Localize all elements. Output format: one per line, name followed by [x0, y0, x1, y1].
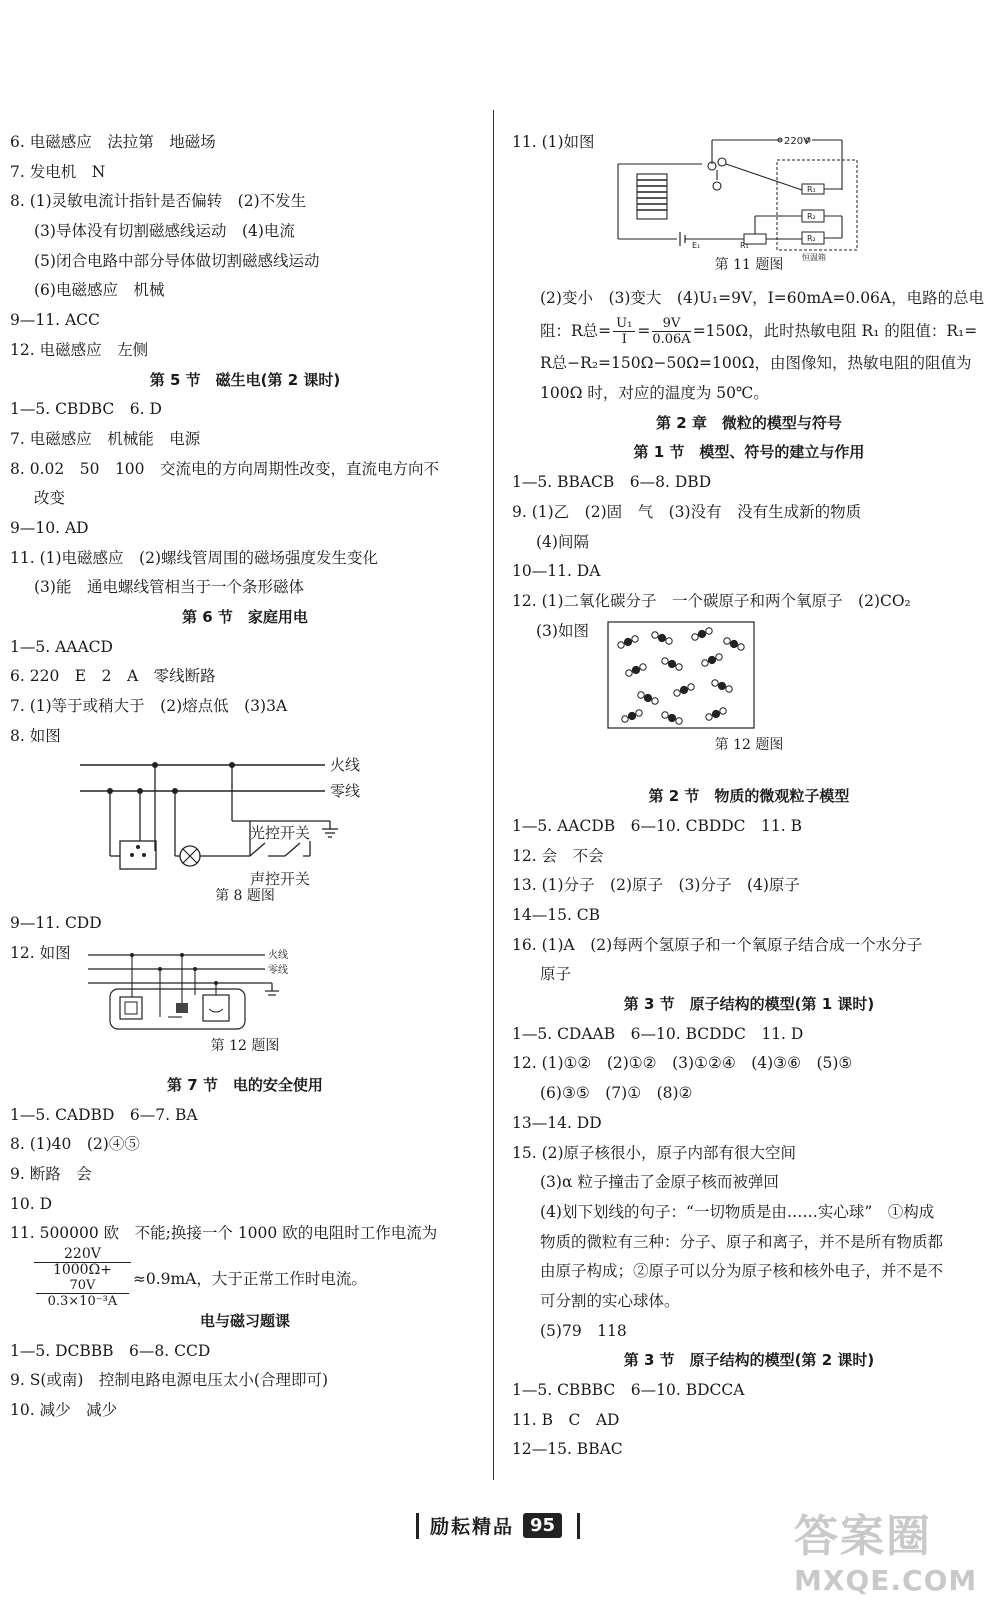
- answer-line: 11. (1)如图: [512, 133, 595, 151]
- svg-text:R₁: R₁: [740, 240, 749, 250]
- answer-line: (3)能 通电螺线管相当于一个条形磁体: [34, 578, 304, 597]
- answer-line: 12. 会 不会: [512, 846, 604, 865]
- oxygen-atom: [674, 690, 680, 696]
- oxygen-atom: [716, 654, 722, 660]
- oxygen-atom: [652, 632, 658, 638]
- svg-text:E₁: E₁: [692, 240, 701, 250]
- carbon-atom: [712, 711, 719, 718]
- brand-logo: 励耘精品: [429, 1516, 514, 1538]
- answer-line: 9—11. CDD: [10, 914, 102, 933]
- figure-11-circuit: [512, 134, 986, 262]
- answer-line: 7. (1)等于或稍大于 (2)熔点低 (3)3A: [10, 697, 288, 716]
- answer-line: 10—11. DA: [512, 562, 601, 581]
- oxygen-atom: [632, 636, 638, 642]
- answer-line: 由原子构成；②原子可以分为原子核和核外电子，并不是不: [540, 1262, 944, 1281]
- svg-text:R₂: R₂: [807, 211, 816, 221]
- carbon-atom: [628, 713, 635, 720]
- answer-line: 9. 断路 会: [10, 1164, 92, 1183]
- carbon-atom: [718, 683, 725, 690]
- answer-line: 8. 0.02 50 100 交流电的方向周期性改变，直流电方向不: [10, 459, 440, 478]
- oxygen-atom: [726, 686, 732, 692]
- carbon-atom: [668, 715, 675, 722]
- figure-11-svg: [512, 134, 986, 262]
- figure-12-svg: [10, 947, 480, 1033]
- section-heading: 电与磁习题课: [199, 1311, 290, 1330]
- watermark: 答案圈 MXQE.COM: [794, 1511, 978, 1597]
- figure-12-molecule-caption: 第 12 题图: [714, 737, 784, 754]
- carbon-atom: [708, 657, 715, 664]
- answer-line: 13. (1)分子 (2)原子 (3)分子 (4)原子: [512, 876, 800, 895]
- section-heading: 第 6 节 家庭用电: [182, 608, 308, 626]
- answer-line: 100Ω 时，对应的温度为 50℃。: [540, 384, 769, 403]
- answer-line: R总−R₂=150Ω−50Ω=100Ω，由图像知，热敏电阻的阻值为: [540, 354, 972, 373]
- carbon-atom: [624, 639, 631, 646]
- answer-line: (6)③⑤ (7)① (8)②: [540, 1084, 693, 1103]
- oxygen-atom: [638, 692, 644, 698]
- fraction-u-over-i: $\frac{\text{U₁}}{I}$: [613, 316, 635, 347]
- figure-8-circuit: [10, 751, 480, 891]
- oxygen-atom: [666, 638, 672, 644]
- oxygen-atom: [636, 710, 642, 716]
- answer-line: (5)79 118: [540, 1321, 627, 1340]
- answer-line: 9. (1)乙 (2)固 气 (3)没有 没有生成新的物质: [512, 502, 862, 521]
- answer-line: 14—15. CB: [512, 906, 601, 924]
- carbon-atom: [698, 631, 705, 638]
- answer-line: 7. 电磁感应 机械能 电源: [10, 429, 201, 448]
- answer-line: 1—5. CBBBC 6—10. BDCCA: [512, 1381, 745, 1399]
- carbon-atom: [668, 661, 675, 668]
- fig12-live-label: 火线: [268, 949, 288, 961]
- section-heading: 第 2 节 物质的微观粒子模型: [648, 787, 850, 806]
- footer-bar-right: [577, 1513, 580, 1539]
- svg-text:R₁: R₁: [807, 184, 816, 194]
- fig12-neutral-label: 零线: [268, 964, 288, 976]
- footer-bar-left: [416, 1513, 419, 1539]
- fig8-neutral-label: 零线: [330, 782, 361, 801]
- section-heading: 第 7 节 电的安全使用: [167, 1075, 323, 1094]
- answer-line: (4)划下划线的句子：“一切物质是由……实心球” ①构成: [540, 1202, 935, 1221]
- answer-line: 1—5. DCBBB 6—8. CCD: [10, 1341, 211, 1360]
- page-number: 95: [523, 1513, 562, 1538]
- answer-line: (3)如图: [536, 621, 589, 640]
- fig11-220v-label: 220V: [784, 135, 810, 147]
- answer-line: 1—5. AACDB 6—10. CBDDC 11. B: [512, 816, 803, 835]
- oxygen-atom: [688, 684, 694, 690]
- answer-line: 9—11. ACC: [10, 311, 100, 330]
- answer-line: 1—5. BBACB 6—8. DBD: [512, 473, 712, 492]
- oxygen-atom: [712, 680, 718, 686]
- oxygen-atom: [662, 712, 668, 718]
- oxygen-atom: [618, 642, 624, 648]
- answer-line: (3)α 粒子撞击了金原子核而被弹回: [540, 1173, 779, 1192]
- oxygen-atom: [720, 708, 726, 714]
- figure-8-caption: 第 8 题图: [215, 888, 275, 905]
- answer-line: 10. 减少 减少: [10, 1401, 118, 1419]
- oxygen-atom: [702, 660, 708, 666]
- oxygen-atom: [676, 718, 682, 724]
- figure-12-circuit: [10, 947, 480, 1033]
- fraction-9v: $\frac{9V}{0.06A}$: [652, 315, 691, 347]
- answer-line: 8. (1)灵敏电流计指针是否偏转 (2)不发生: [10, 192, 307, 211]
- answer-line: 6. 220 E 2 A 零线断路: [10, 667, 216, 686]
- formula-tail: ≈0.9mA，大于正常工作时电流。: [132, 1269, 367, 1288]
- oxygen-atom: [652, 698, 658, 704]
- figure-12-caption: 第 12 题图: [210, 1037, 280, 1054]
- answer-line: 可分割的实心球体。: [540, 1291, 680, 1310]
- answer-line: 6. 电磁感应 法拉第 地磁场: [10, 133, 216, 151]
- answer-line: 12—15. BBAC: [512, 1440, 623, 1459]
- oxygen-atom: [706, 714, 712, 720]
- answer-line: 13—14. DD: [512, 1113, 602, 1132]
- fig8-live-label: 火线: [330, 756, 361, 775]
- chapter-heading: 第 2 章 微粒的模型与符号: [656, 413, 842, 432]
- answer-line: 8. (1)40 (2)④⑤: [10, 1135, 140, 1154]
- answer-line: (4)间隔: [536, 532, 589, 551]
- oxygen-atom: [640, 664, 646, 670]
- oxygen-atom: [662, 658, 668, 664]
- answer-line: 12. 电磁感应 左侧: [10, 340, 149, 359]
- current-fraction: 220V 1000Ω+ 70V 0.3×10⁻³A: [34, 1247, 131, 1310]
- left-column: [10, 128, 480, 1426]
- answer-line: 11. (1)电磁感应 (2)螺线管周围的磁场强度发生变化: [10, 548, 378, 567]
- section-heading: 第 3 节 原子结构的模型(第 2 课时): [623, 1351, 875, 1370]
- answer-line: 11. B C AD: [512, 1410, 620, 1429]
- section-heading: 第 3 节 原子结构的模型(第 1 课时): [623, 995, 875, 1014]
- figure-11-caption: 第 11 题图: [714, 256, 784, 273]
- answer-line: 12. (1)①② (2)①② (3)①②④ (4)③⑥ (5)⑤: [512, 1054, 853, 1073]
- answer-line: 16. (1)A (2)每两个氢原子和一个氧原子结合成一个水分子: [512, 935, 923, 954]
- carbon-atom: [644, 695, 651, 702]
- svg-text:恒温箱: 恒温箱: [802, 252, 826, 262]
- oxygen-atom: [676, 664, 682, 670]
- figure-8-svg: [10, 751, 480, 891]
- section-heading: 第 1 节 模型、符号的建立与作用: [633, 443, 865, 462]
- answer-line: 11. 500000 欧 不能;换接一个 1000 欧的电阻时工作电流为: [10, 1224, 438, 1243]
- section-heading: 第 5 节 磁生电(第 2 课时): [149, 370, 341, 389]
- figure-12-molecule-model: [512, 620, 986, 732]
- oxygen-atom: [724, 638, 730, 644]
- oxygen-atom: [692, 634, 698, 640]
- answer-line: 改变: [34, 489, 66, 508]
- answer-line: (2)变小 (3)变大 (4)U₁=9V，I=60mA=0.06A，电路的总电: [540, 288, 985, 307]
- answer-line: 1—5. CBDBC 6. D: [10, 400, 162, 419]
- oxygen-atom: [706, 628, 712, 634]
- answer-line: (6)电磁感应 机械: [34, 281, 165, 300]
- carbon-atom: [658, 635, 665, 642]
- answer-line: 12. 如图: [10, 944, 71, 963]
- answer-line: 1—5. AAACD: [10, 637, 113, 656]
- right-column: [512, 128, 986, 1465]
- carbon-atom: [680, 687, 687, 694]
- answer-line: 7. 发电机 N: [10, 162, 106, 181]
- fig8-light-switch-label: 光控开关: [250, 824, 311, 843]
- fig8-sound-switch-label: 声控开关: [250, 870, 311, 889]
- answer-line: (3)导体没有切割磁感线运动 (4)电流: [34, 222, 295, 241]
- oxygen-atom: [738, 644, 744, 650]
- answer-line: 物质的微粒有三种：分子、原子和离子，并不是所有物质都: [540, 1232, 944, 1251]
- molecule-model-svg: [512, 620, 986, 732]
- answer-line: 1—5. CADBD 6—7. BA: [10, 1105, 198, 1124]
- answer-line: 1—5. CDAAB 6—10. BCDDC 11. D: [512, 1024, 804, 1043]
- oxygen-atom: [622, 716, 628, 722]
- answer-line: 原子: [540, 965, 572, 984]
- answer-line: 8. 如图: [10, 726, 61, 745]
- formula-line: 阻：R总= $\frac{\text{U₁}}{I}$ = $\frac{9V}{0.06A}$ =150Ω，此时热敏电阻 R₁ 的阻值：R₁=: [540, 315, 978, 347]
- answer-line: 9—10. AD: [10, 518, 89, 537]
- carbon-atom: [632, 667, 639, 674]
- svg-text:R₂: R₂: [807, 233, 816, 243]
- answer-line: 9. S(或南) 控制电路电源电压太小(合理即可): [10, 1371, 329, 1390]
- oxygen-atom: [626, 670, 632, 676]
- answer-line: 10. D: [10, 1194, 53, 1213]
- answer-line: 12. (1)二氧化碳分子 一个碳原子和两个氧原子 (2)CO₂: [512, 591, 911, 610]
- carbon-atom: [730, 641, 737, 648]
- answer-line: 15. (2)原子核很小，原子内部有很大空间: [512, 1143, 797, 1162]
- answer-line: (5)闭合电路中部分导体做切割磁感线运动: [34, 251, 320, 270]
- formula-line: [10, 1245, 480, 1310]
- column-divider: [493, 110, 494, 1480]
